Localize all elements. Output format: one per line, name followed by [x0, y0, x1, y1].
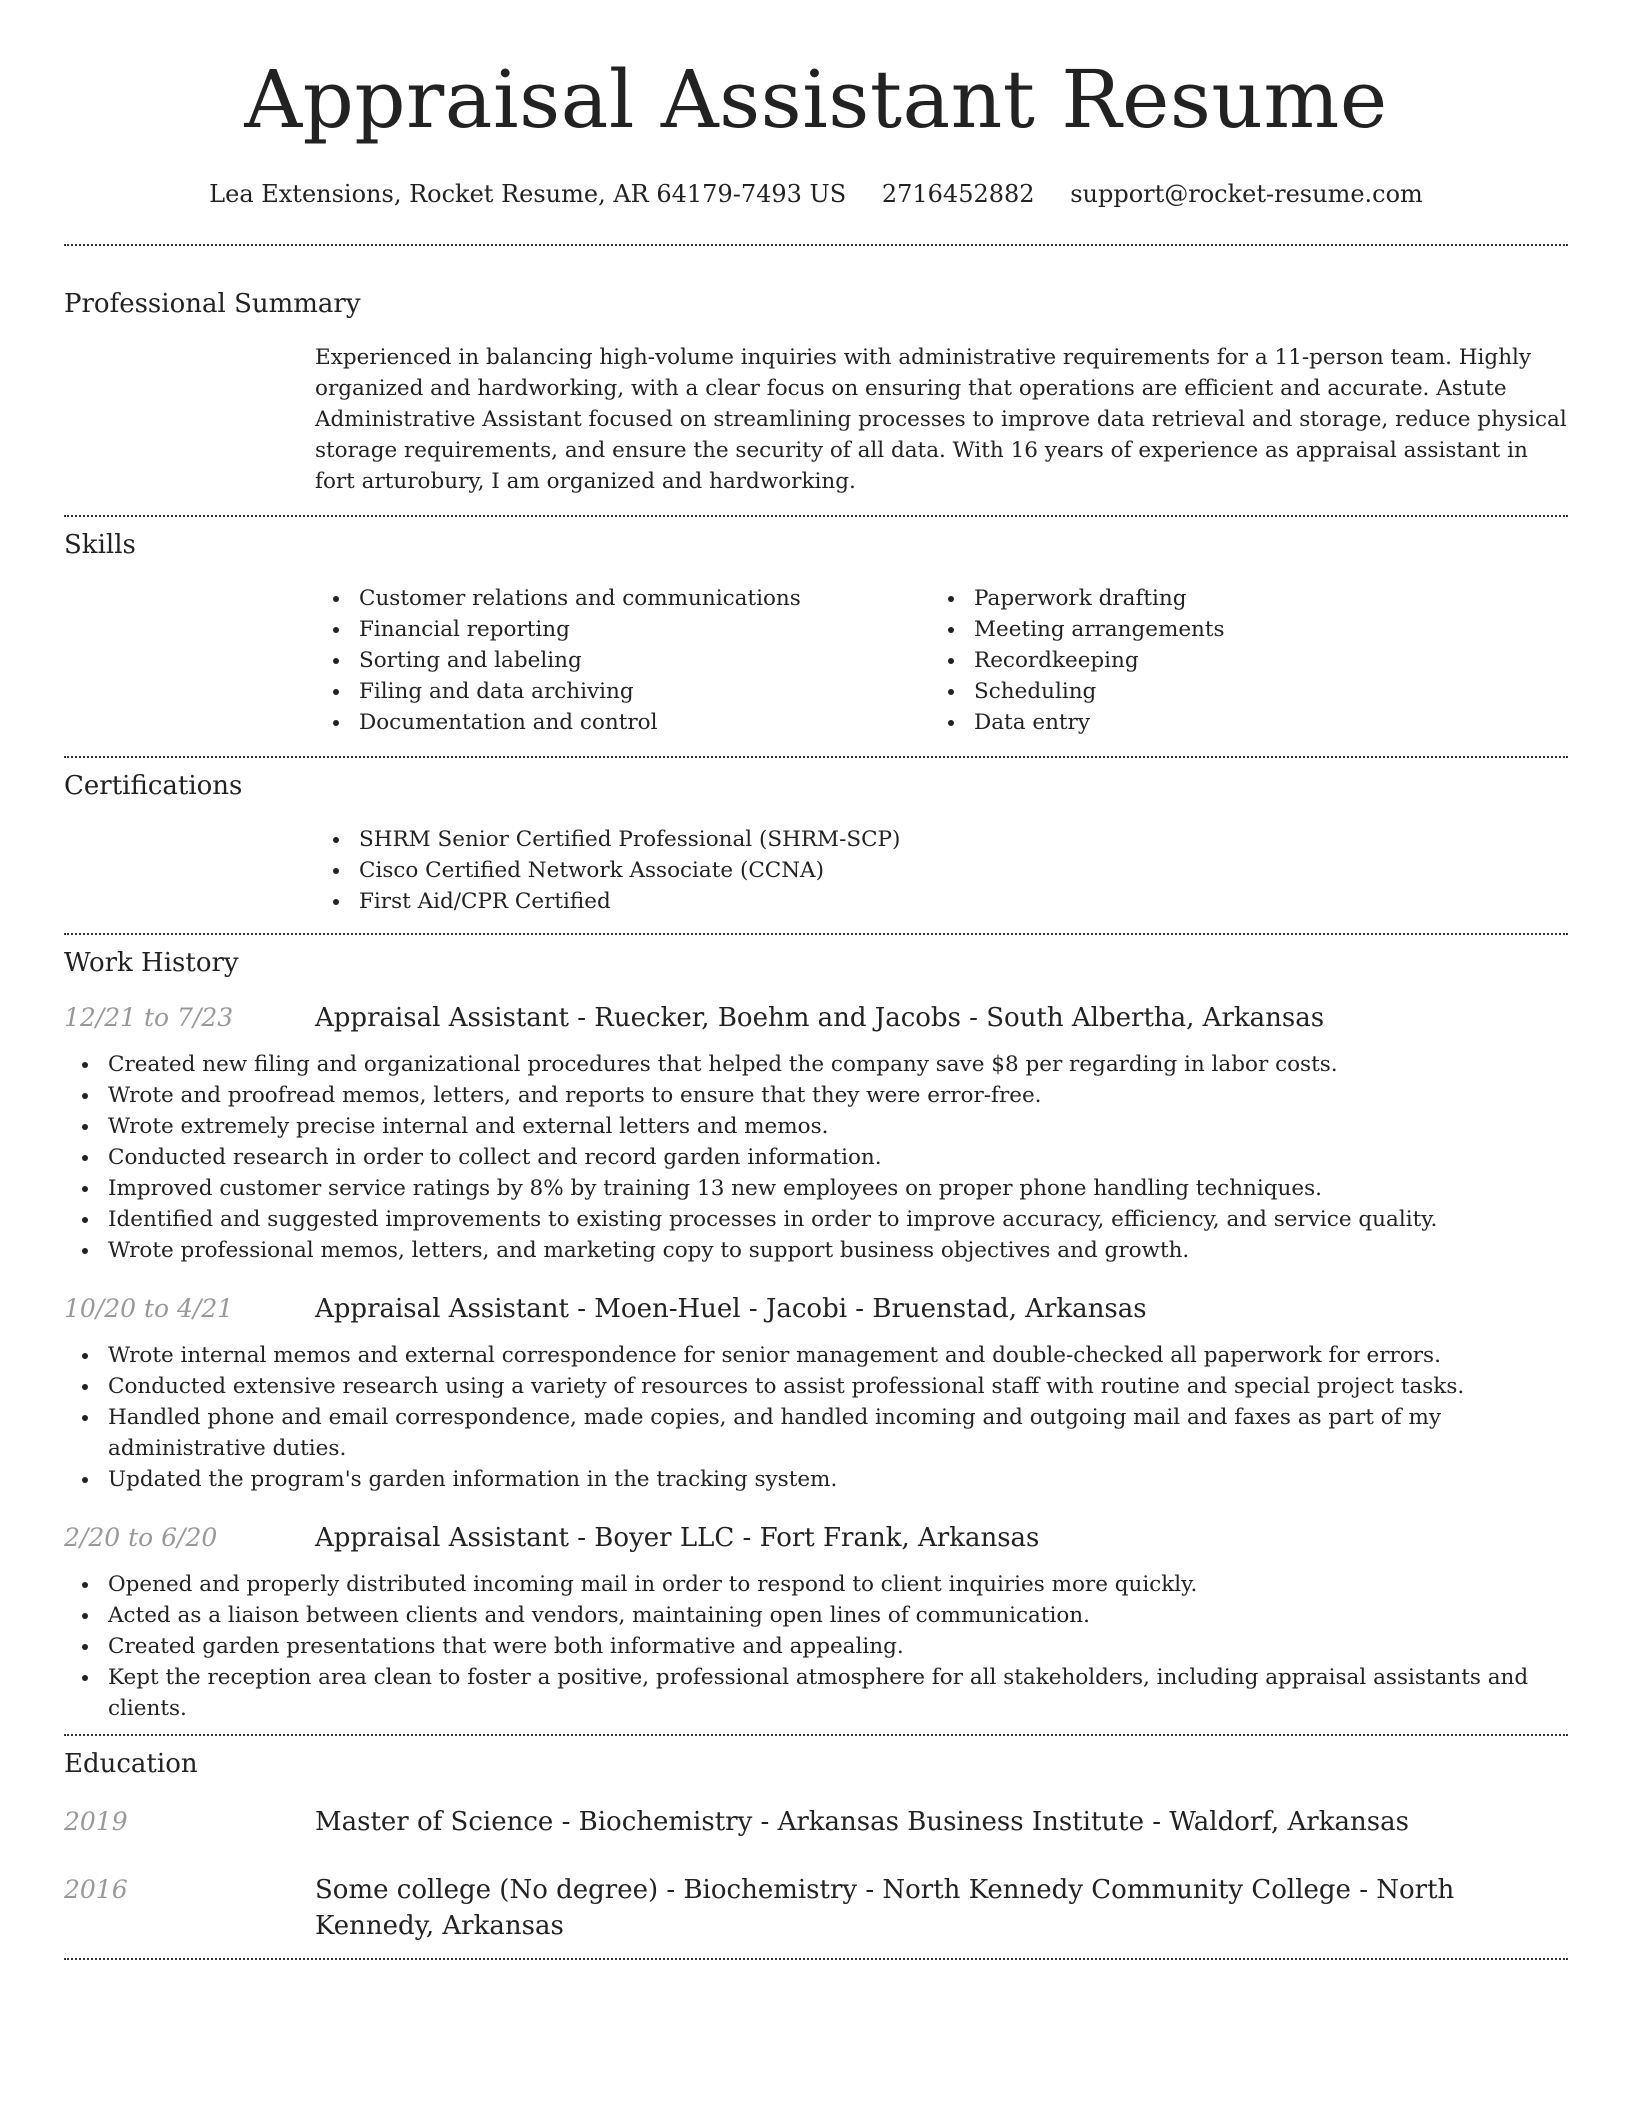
skill-item: Customer relations and communications — [315, 583, 930, 614]
contact-line — [64, 178, 1568, 210]
job-bullet: Improved customer service ratings by 8% by training 13 new employees on proper phone handling techniques. — [64, 1173, 1568, 1204]
education-details: Master of Science - Biochemistry - Arkansas Business Institute - Waldorf, Arkansas — [315, 1807, 1409, 1837]
certification-item: Cisco Certified Network Associate (CCNA) — [315, 855, 1568, 886]
skill-item: Financial reporting — [315, 614, 930, 645]
certifications-section — [64, 758, 1568, 917]
work-history-section — [64, 935, 1568, 1724]
job-bullets — [64, 1569, 1568, 1724]
summary-text: Experienced in balancing high-volume inquiries with administrative requirements for a 11-person team. Highly organized and hardworking, with a clear focus on ensuring that operations are efficient and accurate. Astute Administrative Assistant focused on streamlining processes to improve data retrieval and storage, reduce physical storage requirements, and ensure the security of all data. With 16 years of experience as appraisal assistant in fort arturobury, I am organized and hardworking. — [315, 345, 1567, 494]
page-title: Appraisal Assistant Resume — [244, 53, 1388, 146]
job-entry — [64, 1292, 1568, 1495]
certifications-heading: Certifications — [64, 771, 243, 801]
education-entry — [64, 1804, 1568, 1840]
job-bullet: Wrote extremely precise internal and external letters and memos. — [64, 1111, 1568, 1142]
skill-item: Meeting arrangements — [930, 614, 1545, 645]
job-bullet: Conducted research in order to collect and record garden information. — [64, 1142, 1568, 1173]
education-heading: Education — [64, 1749, 198, 1779]
job-bullet: Conducted extensive research using a variety of resources to assist professional staff with routine and special project tasks. — [64, 1371, 1568, 1402]
job-bullet: Kept the reception area clean to foster a positive, professional atmosphere for all stakeholders, including appraisal assistants and clients. — [64, 1662, 1568, 1724]
job-bullet: Created garden presentations that were both informative and appealing. — [64, 1631, 1568, 1662]
skills-column-left — [315, 583, 930, 738]
education-details: Some college (No degree) - Biochemistry - North Kennedy Community College - North Kennedy, Arkansas — [315, 1875, 1455, 1941]
skill-item: Sorting and labeling — [315, 645, 930, 676]
job-bullets — [64, 1340, 1568, 1495]
certifications-list — [315, 824, 1568, 917]
job-bullet: Opened and properly distributed incoming mail in order to respond to client inquiries more quickly. — [64, 1569, 1568, 1600]
job-entry — [64, 1001, 1568, 1266]
contact-email: support@rocket-resume.com — [1070, 180, 1423, 208]
skills-grid — [315, 583, 1568, 738]
skill-item: Paperwork drafting — [930, 583, 1545, 614]
job-bullet: Created new filing and organizational procedures that helped the company save $8 per regarding in labor costs. — [64, 1049, 1568, 1080]
skills-section — [64, 517, 1568, 738]
job-header — [64, 1001, 1568, 1035]
education-entry — [64, 1872, 1568, 1944]
education-section — [64, 1736, 1568, 1944]
skill-item: Documentation and control — [315, 707, 930, 738]
skill-item: Recordkeeping — [930, 645, 1545, 676]
job-bullet: Wrote internal memos and external correspondence for senior management and double-checked all paperwork for errors. — [64, 1340, 1568, 1371]
job-title: Appraisal Assistant - Moen-Huel - Jacobi - Bruenstad, Arkansas — [315, 1294, 1147, 1324]
education-year: 2019 — [64, 1807, 128, 1836]
job-header — [64, 1292, 1568, 1326]
skills-list-right — [930, 583, 1545, 738]
skills-heading: Skills — [64, 530, 136, 560]
job-title: Appraisal Assistant - Ruecker, Boehm and Jacobs - South Albertha, Arkansas — [315, 1003, 1325, 1033]
job-header — [64, 1521, 1568, 1555]
education-divider — [64, 1958, 1568, 1960]
job-dates: 10/20 to 4/21 — [64, 1294, 234, 1323]
contact-address: Lea Extensions, Rocket Resume, AR 64179-7493 US — [209, 180, 847, 208]
job-title: Appraisal Assistant - Boyer LLC - Fort Frank, Arkansas — [315, 1523, 1040, 1553]
certification-item: First Aid/CPR Certified — [315, 886, 1568, 917]
job-entry — [64, 1521, 1568, 1724]
certification-item: SHRM Senior Certified Professional (SHRM-SCP) — [315, 824, 1568, 855]
job-bullets — [64, 1049, 1568, 1266]
job-bullet: Acted as a liaison between clients and vendors, maintaining open lines of communication. — [64, 1600, 1568, 1631]
skill-item: Filing and data archiving — [315, 676, 930, 707]
job-bullet: Updated the program's garden information in the tracking system. — [64, 1464, 1568, 1495]
work-history-heading: Work History — [64, 948, 239, 978]
job-dates: 2/20 to 6/20 — [64, 1523, 218, 1552]
skills-column-right — [930, 583, 1545, 738]
summary-heading: Professional Summary — [64, 289, 361, 319]
job-bullet: Handled phone and email correspondence, made copies, and handled incoming and outgoing mail and faxes as part of my administrative duties. — [64, 1402, 1568, 1464]
education-year: 2016 — [64, 1875, 128, 1904]
resume-page — [64, 0, 1568, 1960]
summary-section — [64, 246, 1568, 497]
contact-phone: 2716452882 — [881, 180, 1035, 208]
skill-item: Data entry — [930, 707, 1545, 738]
job-bullet: Identified and suggested improvements to existing processes in order to improve accuracy, efficiency, and service quality. — [64, 1204, 1568, 1235]
job-bullet: Wrote professional memos, letters, and marketing copy to support business objectives and growth. — [64, 1235, 1568, 1266]
job-bullet: Wrote and proofread memos, letters, and reports to ensure that they were error-free. — [64, 1080, 1568, 1111]
skills-list-left — [315, 583, 930, 738]
skill-item: Scheduling — [930, 676, 1545, 707]
job-dates: 12/21 to 7/23 — [64, 1003, 234, 1032]
